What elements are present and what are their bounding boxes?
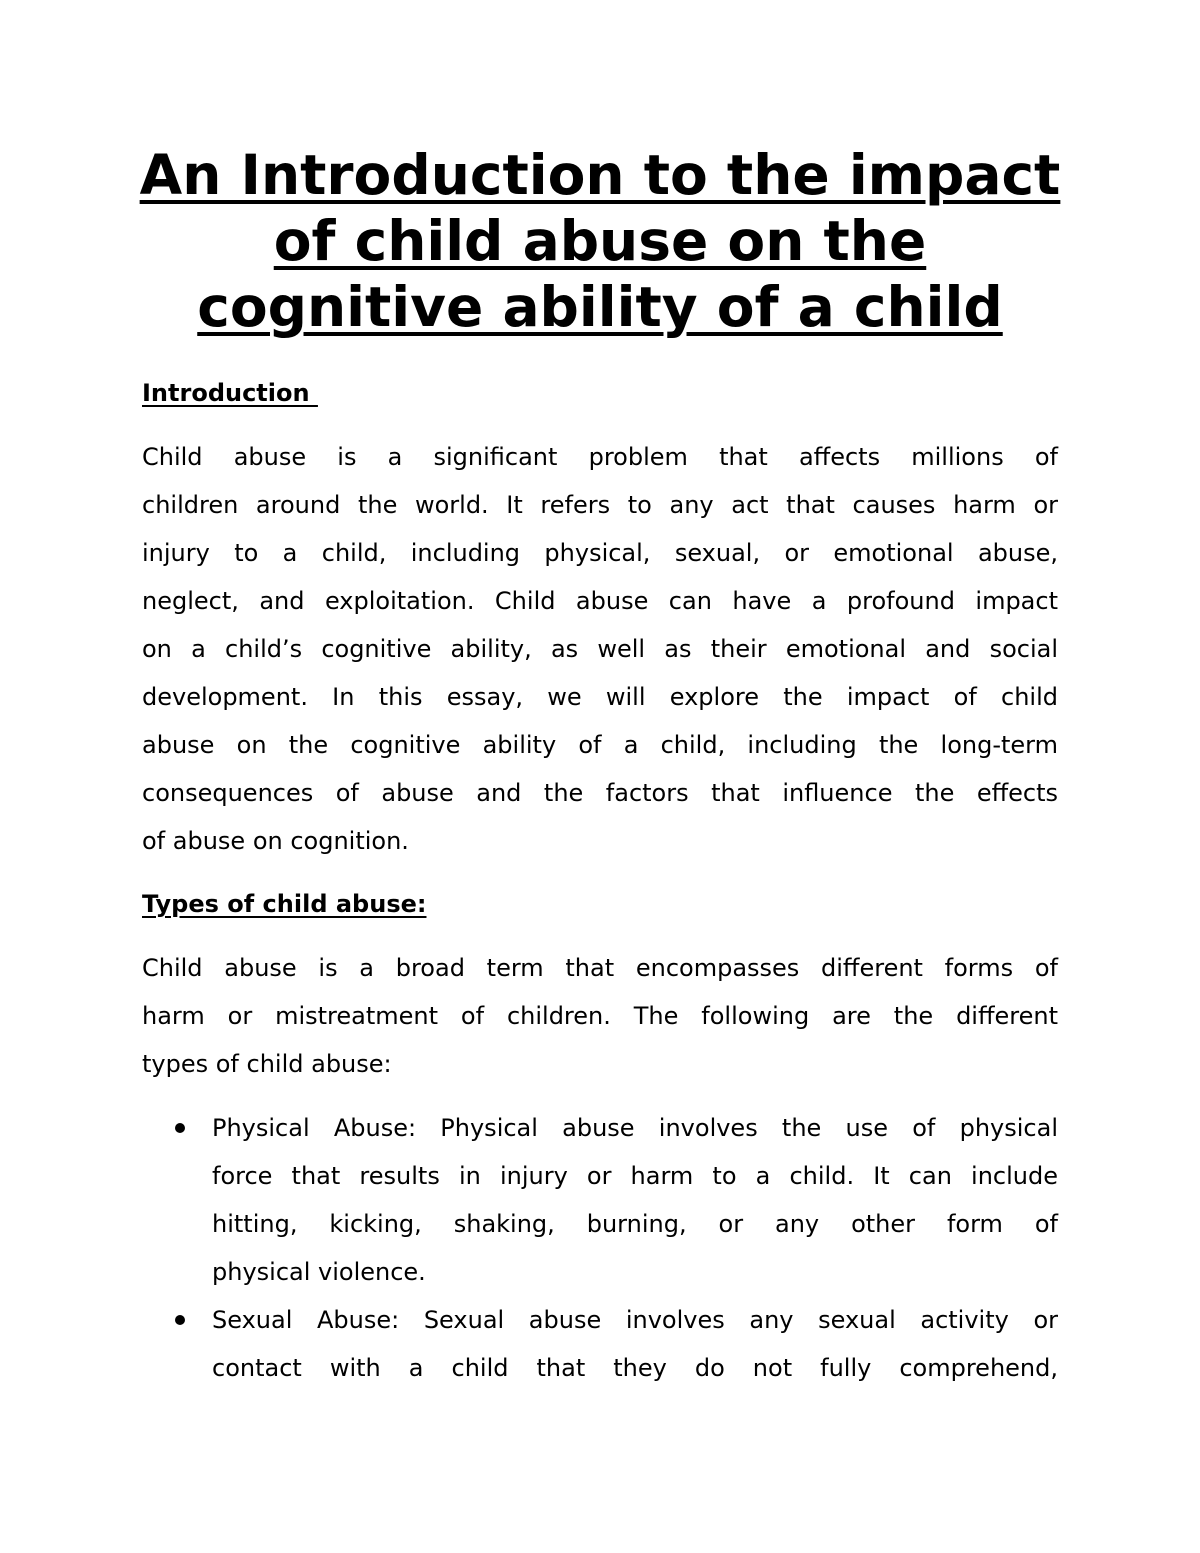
- paragraph-line: abuse on the cognitive ability of a child, including the long-term: [142, 731, 1058, 759]
- paragraph-line: on a child’s cognitive ability, as well as their emotional and social: [142, 635, 1058, 663]
- introduction-heading: Introduction: [142, 379, 318, 407]
- title-line: of child abuse on the: [273, 209, 927, 273]
- paragraph-line: harm or mistreatment of children. The following are the different: [142, 1002, 1058, 1030]
- paragraph-line: injury to a child, including physical, sexual, or emotional abuse,: [142, 539, 1058, 567]
- paragraph-line: hitting, kicking, shaking, burning, or any other form of: [212, 1210, 1058, 1238]
- paragraph-line: physical violence.: [212, 1258, 426, 1286]
- introduction-paragraph: [142, 433, 1058, 865]
- paragraph-line: children around the world. It refers to any act that causes harm or: [142, 491, 1058, 519]
- title-line: An Introduction to the impact: [139, 143, 1061, 207]
- title-line: cognitive ability of a child: [197, 275, 1003, 339]
- paragraph-line: development. In this essay, we will explore the impact of child: [142, 683, 1058, 711]
- paragraph-line: Sexual Abuse: Sexual abuse involves any sexual activity or: [212, 1306, 1058, 1334]
- document-title: [100, 142, 1100, 340]
- paragraph-line: Physical Abuse: Physical abuse involves the use of physical: [212, 1114, 1058, 1142]
- types-heading: Types of child abuse:: [142, 890, 427, 918]
- paragraph-line: types of child abuse:: [142, 1050, 392, 1078]
- paragraph-line: consequences of abuse and the factors that influence the effects: [142, 779, 1058, 807]
- abuse-types-list: [0, 1104, 1200, 1392]
- paragraph-line: of abuse on cognition.: [142, 827, 409, 855]
- paragraph-line: Child abuse is a broad term that encompasses different forms of: [142, 954, 1058, 982]
- list-item: [0, 1104, 1200, 1296]
- paragraph-line: contact with a child that they do not fully comprehend,: [212, 1354, 1058, 1382]
- types-intro-paragraph: [142, 944, 1058, 1088]
- list-item: [0, 1296, 1200, 1392]
- paragraph-line: force that results in injury or harm to a child. It can include: [212, 1162, 1058, 1190]
- bullet-icon: [175, 1123, 185, 1133]
- list-item-text: [212, 1104, 1058, 1296]
- list-item-text: [212, 1296, 1058, 1392]
- bullet-icon: [175, 1315, 185, 1325]
- paragraph-line: neglect, and exploitation. Child abuse can have a profound impact: [142, 587, 1058, 615]
- paragraph-line: Child abuse is a significant problem that affects millions of: [142, 443, 1058, 471]
